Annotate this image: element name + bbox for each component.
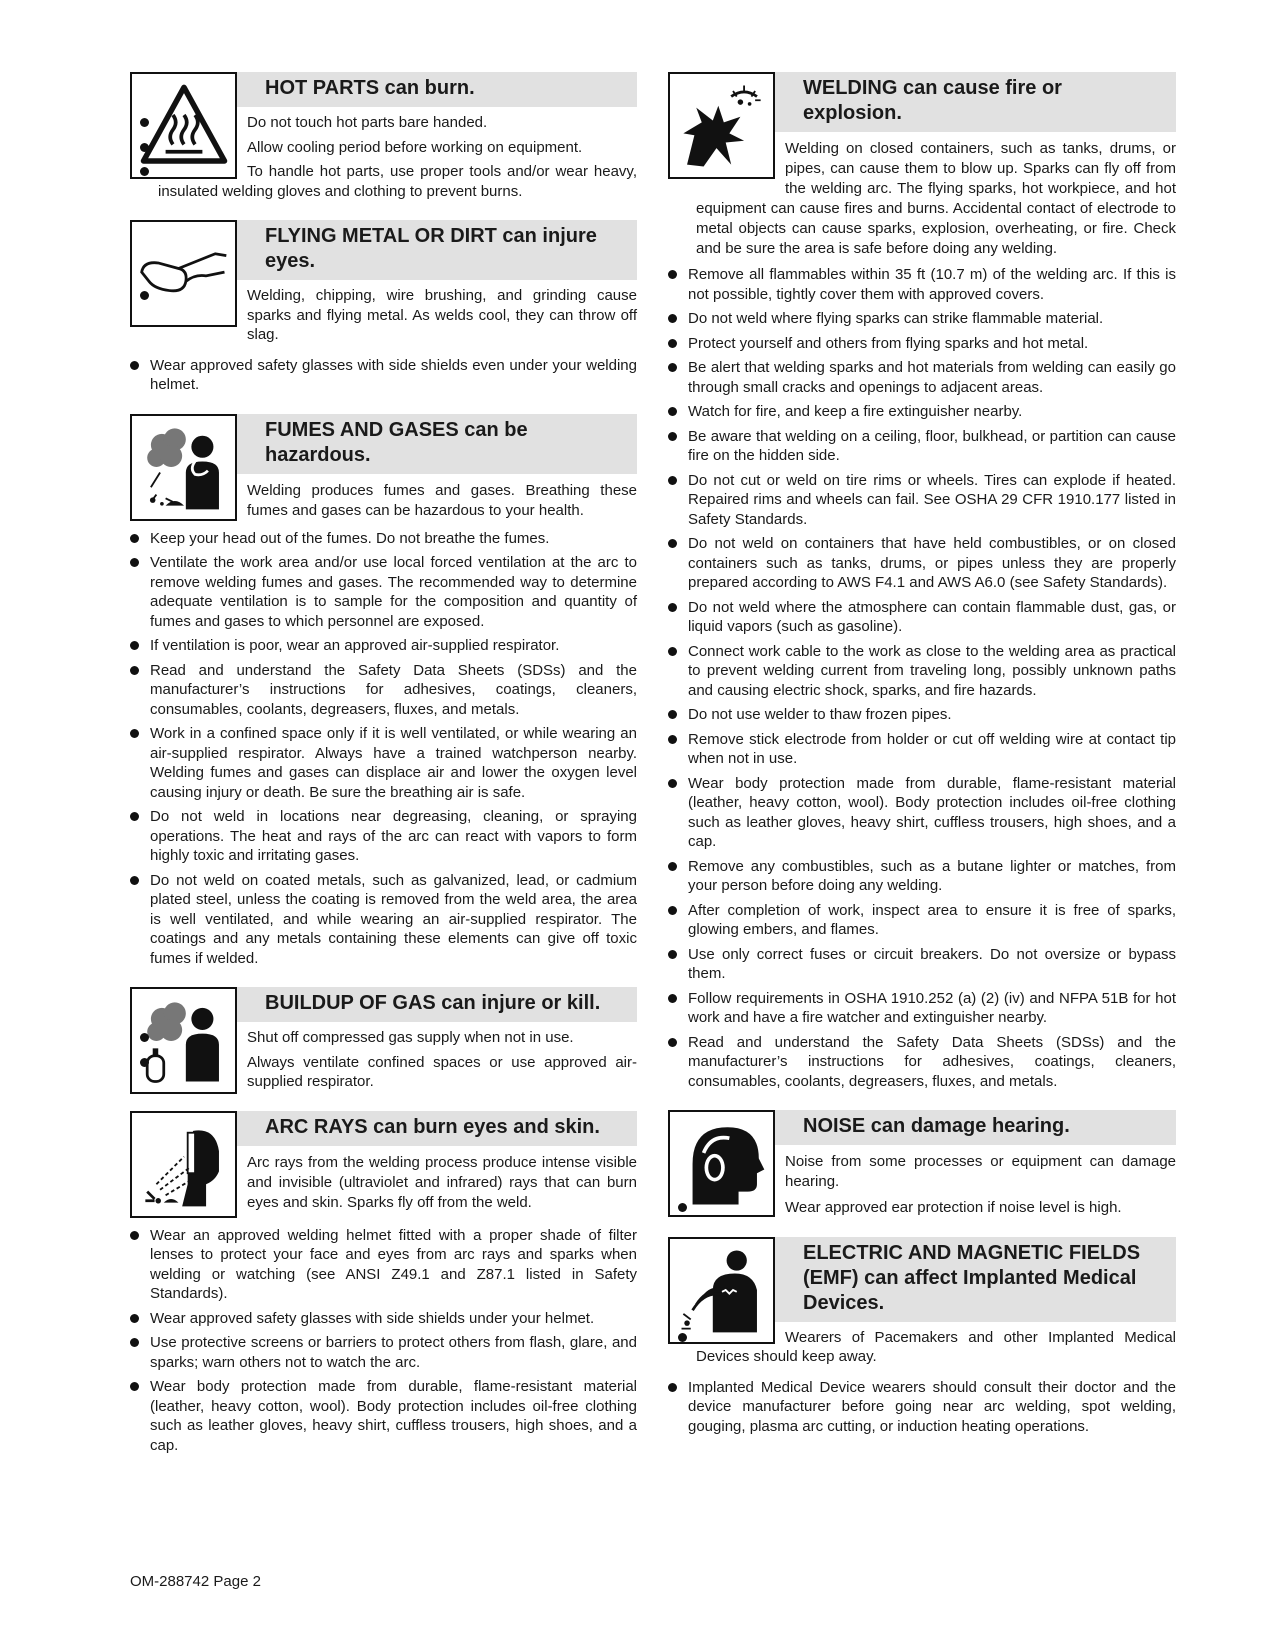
bullet-item: Do not weld where the atmosphere can contain flammable dust, gas, or liquid vapors (such as gasoline).: [668, 598, 1176, 637]
bullet-item: Read and understand the Safety Data Sheets (SDSs) and the manufacturer’s instructions for adhesives, coatings, cleaners, consumables, coolants, degreasers, fluxes, and metals.: [668, 1033, 1176, 1092]
side-bullet-list: [130, 1028, 637, 1092]
bullet-item: Do not weld on coated metals, such as galvanized, lead, or cadmium plated steel, unless the coating is removed from the weld area, the area is well ventilated, and while wearing an air-supplied respirator. The coatings and any metals containing these elements can give off toxic fumes if welded.: [130, 871, 637, 969]
bullet-list: [130, 1226, 637, 1456]
section-title: BUILDUP OF GAS can injure or kill.: [237, 987, 637, 1022]
side-bullet-list: [130, 286, 637, 345]
bullet-item: Remove any combustibles, such as a butane lighter or matches, from your person before doing any welding.: [668, 857, 1176, 896]
bullet-item: Wear body protection made from durable, flame-resistant material (leather, heavy cotton, wool). Body protection includes oil-free clothing such as leather gloves, heavy shirt, cuffless trousers, high shoes, and a cap.: [130, 1377, 637, 1455]
bullet-item: Follow requirements in OSHA 1910.252 (a) (2) (iv) and NFPA 51B for hot work and have a fire watcher and extinguisher nearby.: [668, 989, 1176, 1028]
section-title: HOT PARTS can burn.: [237, 72, 637, 107]
section-title: ELECTRIC AND MAGNETIC FIELDS (EMF) can affect Implanted Medical Devices.: [775, 1237, 1176, 1322]
bullet-item: To handle hot parts, use proper tools and/or wear heavy, insulated welding gloves and clothing to prevent burns.: [130, 162, 637, 201]
arc-rays-icon: [130, 1111, 237, 1218]
bullet-item: Allow cooling period before working on equipment.: [130, 138, 637, 158]
side-bullet-list: [668, 1198, 1176, 1218]
bullet-item: Remove all flammables within 35 ft (10.7 m) of the welding arc. If this is not possible, tightly cover them with approved covers.: [668, 265, 1176, 304]
bullet-item: Be alert that welding sparks and hot materials from welding can easily go through small cracks and openings to adjacent areas.: [668, 358, 1176, 397]
section-title: FLYING METAL OR DIRT can injure eyes.: [237, 220, 637, 280]
section-fumes-gases: [130, 414, 637, 974]
page-footer: OM-288742 Page 2: [130, 1573, 261, 1590]
bullet-item: Do not weld where flying sparks can strike flammable material.: [668, 309, 1176, 329]
bullet-item: Shut off compressed gas supply when not in use.: [130, 1028, 637, 1048]
bullet-list: [668, 1378, 1176, 1437]
fumes-icon: [130, 414, 237, 521]
section-title: FUMES AND GASES can be hazardous.: [237, 414, 637, 474]
section-title: ARC RAYS can burn eyes and skin.: [237, 1111, 637, 1146]
bullet-item: Be aware that welding on a ceiling, floor, bulkhead, or partition can cause fire on the hidden side.: [668, 427, 1176, 466]
right-column: [668, 72, 1176, 1455]
bullet-item: Watch for fire, and keep a fire extinguisher nearby.: [668, 402, 1176, 422]
bullet-item: Wear an approved welding helmet fitted with a proper shade of filter lenses to protect your face and eyes from arc rays and sparks when welding or watching (see ANSI Z49.1 and Z87.1 listed in Safety Standards).: [130, 1226, 637, 1304]
explosion-icon: [668, 72, 775, 179]
bullet-item: Do not weld on containers that have held combustibles, or on closed containers such as tanks, drums, or pipes unless they are properly prepared according to AWS F4.1 and AWS A6.0 (see Safety Standards).: [668, 534, 1176, 593]
section-title: NOISE can damage hearing.: [775, 1110, 1176, 1145]
bullet-item: Do not use welder to thaw frozen pipes.: [668, 705, 1176, 725]
bullet-item: Wear approved safety glasses with side shields under your helmet.: [130, 1309, 637, 1329]
bullet-item: Implanted Medical Device wearers should consult their doctor and the device manufacturer before going near arc welding, spot welding, gouging, plasma arc cutting, or induction heating operations.: [668, 1378, 1176, 1437]
bullet-item: Work in a confined space only if it is well ventilated, or while wearing an air-supplied respirator. Always have a trained watchperson nearby. Welding fumes and gases can displace air and lower the oxygen level causing injury or death. Be sure the breathing air is safe.: [130, 724, 637, 802]
bullet-item: Welding, chipping, wire brushing, and grinding cause sparks and flying metal. As welds cool, they can throw off slag.: [130, 286, 637, 345]
side-bullet-list: [668, 1328, 1176, 1367]
bullet-item: Remove stick electrode from holder or cut off welding wire at contact tip when not in use.: [668, 730, 1176, 769]
section-intro: Noise from some processes or equipment can damage hearing.: [785, 1153, 1176, 1190]
section-flying-metal: [130, 220, 637, 400]
bullet-item: Read and understand the Safety Data Sheets (SDSs) and the manufacturer’s instructions for adhesives, coatings, cleaners, consumables, coolants, degreasers, fluxes, and metals.: [130, 661, 637, 720]
section-intro: Arc rays from the welding process produce intense visible and invisible (ultraviolet and infrared) rays that can burn eyes and skin. Sparks fly off from the weld.: [247, 1153, 637, 1211]
bullet-item: Do not touch hot parts bare handed.: [130, 113, 637, 133]
bullet-item: Protect yourself and others from flying sparks and hot metal.: [668, 334, 1176, 354]
bullet-item: Use only correct fuses or circuit breakers. Do not oversize or bypass them.: [668, 945, 1176, 984]
section-intro: Welding produces fumes and gases. Breathing these fumes and gases can be hazardous to your health.: [247, 481, 637, 519]
bullet-list: [668, 265, 1176, 1091]
section-title: WELDING can cause fire or explosion.: [775, 72, 1176, 132]
bullet-item: Wear body protection made from durable, flame-resistant material (leather, heavy cotton, wool). Body protection includes oil-free clothing such as leather gloves, heavy shirt, cuffless trousers, high shoes, and a cap.: [668, 774, 1176, 852]
bullet-item: Connect work cable to the work as close to the welding area as practical to prevent welding current from traveling long, possibly unknown paths and causing electric shock, sparks, and fire hazards.: [668, 642, 1176, 701]
section-fire-explosion: [668, 72, 1176, 1096]
bullet-list: [130, 356, 637, 395]
bullet-item: Do not cut or weld on tire rims or wheels. Tires can explode if heated. Repaired rims and wheels can fail. See OSHA 29 CFR 1910.177 listed in Safety Standards.: [668, 471, 1176, 530]
bullet-item: Do not weld in locations near degreasing, cleaning, or spraying operations. The heat and rays of the arc can react with vapors to form highly toxic and irritating gases.: [130, 807, 637, 866]
bullet-item: Use protective screens or barriers to protect others from flash, glare, and sparks; warn others not to watch the arc.: [130, 1333, 637, 1372]
bullet-item: Ventilate the work area and/or use local forced ventilation at the arc to remove welding fumes and gases. The recommended way to determine adequate ventilation is to sample for the composition and quantity of fumes and gases to which personnel are exposed.: [130, 553, 637, 631]
bullet-item: If ventilation is poor, wear an approved air-supplied respirator.: [130, 636, 637, 656]
section-hot-parts: [130, 72, 637, 206]
section-arc-rays: [130, 1111, 637, 1461]
section-noise: [668, 1110, 1176, 1223]
bullet-item: Keep your head out of the fumes. Do not breathe the fumes.: [130, 529, 637, 549]
bullet-item: Always ventilate confined spaces or use approved air-supplied respirator.: [130, 1053, 637, 1092]
left-column: [130, 72, 637, 1474]
section-intro: Welding on closed containers, such as tanks, drums, or pipes, can cause them to blow up. Sparks can fly off from the welding arc. The flying sparks, hot workpiece, and hot equipment can cause fires and burns. Accidental contact of electrode to metal objects can cause sparks, explosion, overheating, or fire. Check and be sure the area is safe before doing any welding.: [696, 140, 1176, 257]
bullet-item: Wear approved ear protection if noise level is high.: [668, 1198, 1176, 1218]
section-buildup-gas: [130, 987, 637, 1097]
bullet-item: Wearers of Pacemakers and other Implanted Medical Devices should keep away.: [668, 1328, 1176, 1367]
bullet-item: After completion of work, inspect area to ensure it is free of sparks, glowing embers, and flames.: [668, 901, 1176, 940]
bullet-item: Wear approved safety glasses with side shields even under your welding helmet.: [130, 356, 637, 395]
section-emf: [668, 1237, 1176, 1442]
bullet-list: [130, 529, 637, 969]
